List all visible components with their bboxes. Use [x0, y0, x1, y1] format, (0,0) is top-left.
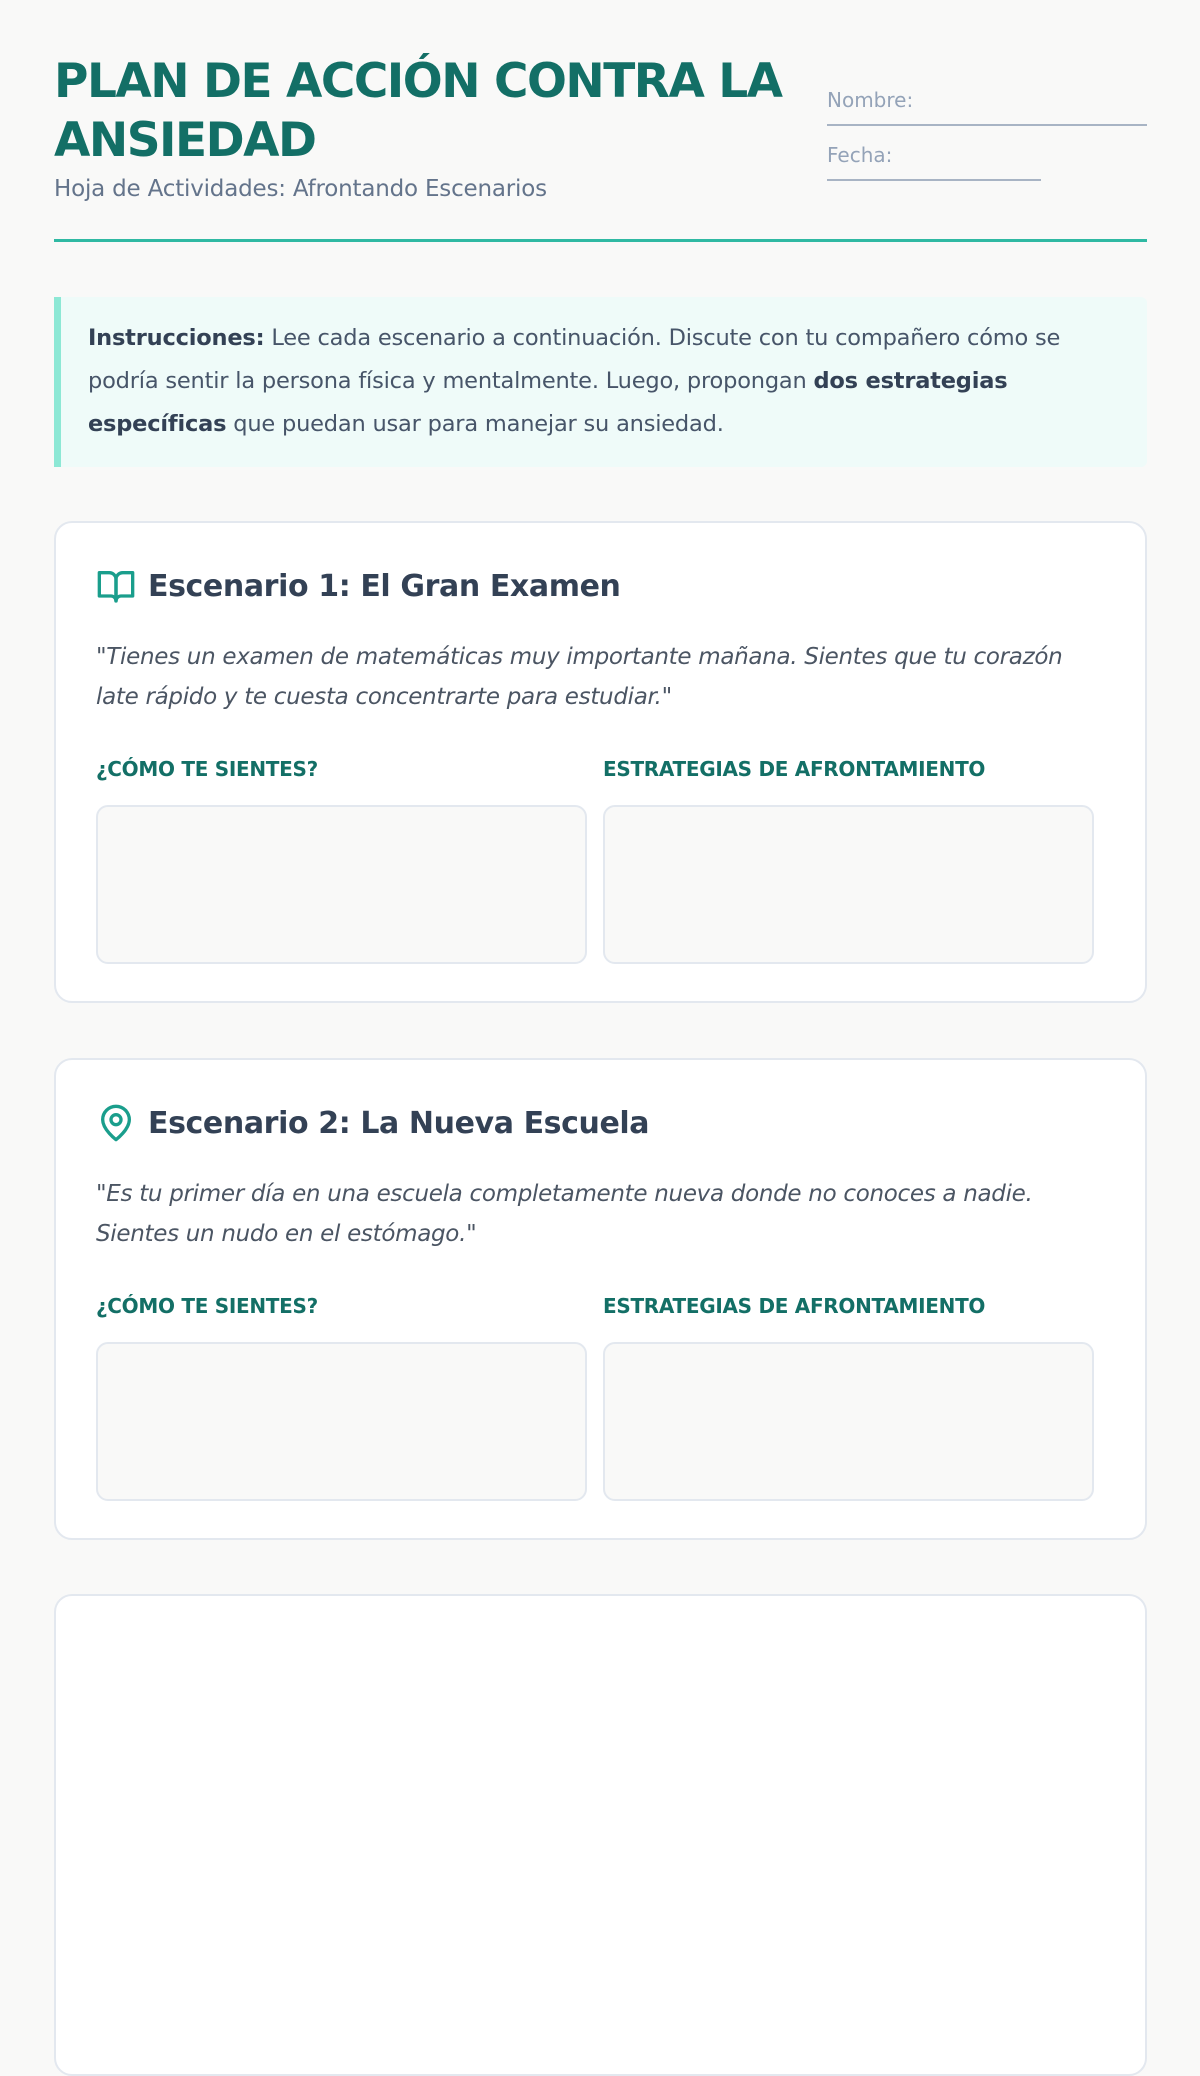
- instructions-text-1: Lee cada escenario a continuación. Discute con tu compañero cómo se podría sentir la persona física y mentalmente. Luego, propongan: [88, 325, 1061, 394]
- scenario-card-3: [54, 1594, 1147, 2076]
- page-title: PLAN DE ACCIÓN CONTRA LA ANSIEDAD: [54, 54, 782, 168]
- instructions-emphasis: dos estrategias específicas: [88, 368, 1008, 437]
- book-open-icon: [96, 566, 136, 606]
- scenario-header: [96, 1102, 649, 1144]
- map-pin-icon: [96, 1103, 136, 1143]
- scenario-quote: "Tienes un examen de matemáticas muy importante mañana. Sientes que tu corazón late rápido y te cuesta concentrarte para estudiar.": [96, 644, 1063, 710]
- instructions-box: [54, 297, 1147, 467]
- feelings-answer-box[interactable]: [96, 1342, 587, 1501]
- name-label: Nombre:: [827, 88, 914, 112]
- strategies-answer-box[interactable]: [603, 805, 1094, 964]
- scenario-title: Escenario 2: La Nueva Escuela: [148, 1105, 650, 1141]
- date-field[interactable]: [827, 137, 1041, 181]
- page-subtitle: Hoja de Actividades: Afrontando Escenarios: [54, 176, 547, 202]
- student-fields: [827, 82, 1147, 181]
- scenario-card-1: [54, 521, 1147, 1003]
- strategies-label: ESTRATEGIAS DE AFRONTAMIENTO: [603, 757, 986, 781]
- instructions-lead: Instrucciones:: [88, 325, 265, 351]
- feelings-answer-box[interactable]: [96, 805, 587, 964]
- feelings-label: ¿CÓMO TE SIENTES?: [96, 757, 318, 781]
- worksheet-page: [54, 0, 1147, 1318]
- name-field[interactable]: [827, 82, 1147, 126]
- instructions-text-2: que puedan usar para manejar su ansiedad.: [226, 411, 724, 437]
- scenario-header: [96, 565, 620, 607]
- strategies-answer-box[interactable]: [603, 1342, 1094, 1501]
- worksheet-header: [54, 0, 1147, 242]
- scenario-title: Escenario 1: El Gran Examen: [148, 568, 621, 604]
- strategies-label: ESTRATEGIAS DE AFRONTAMIENTO: [603, 1294, 986, 1318]
- scenario-card-2: [54, 1058, 1147, 1540]
- scenario-quote: "Es tu primer día en una escuela completamente nueva donde no conoces a nadie. Sientes un nudo en el estómago.": [96, 1181, 1033, 1247]
- feelings-label: ¿CÓMO TE SIENTES?: [96, 1294, 318, 1318]
- date-label: Fecha:: [827, 143, 893, 167]
